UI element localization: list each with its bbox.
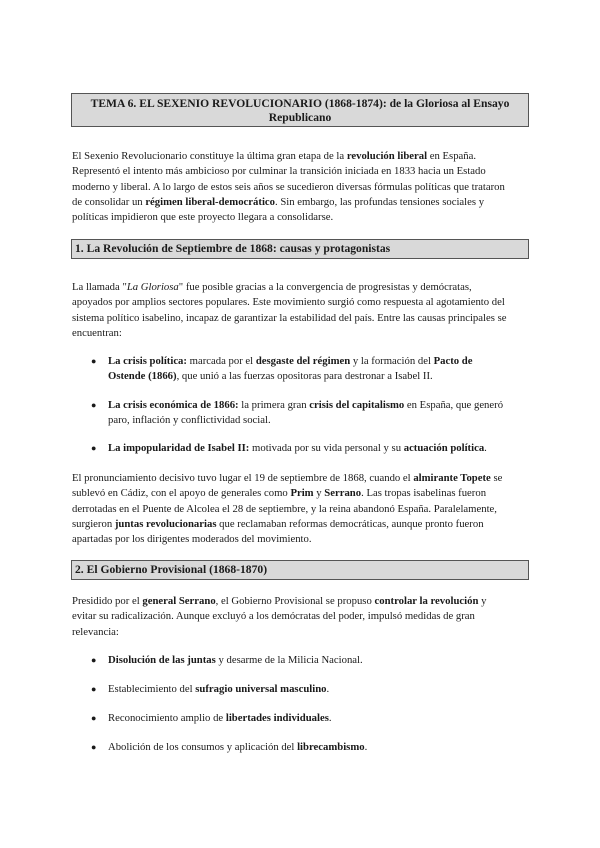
text: . bbox=[484, 442, 487, 454]
text: . bbox=[328, 712, 332, 724]
text-bold: Prim bbox=[290, 487, 314, 500]
text-bold: Ostende (1866) bbox=[108, 370, 177, 383]
section-1-paragraph-1 bbox=[72, 280, 527, 341]
section-1-heading: 1. La Revolución de Septiembre de 1868: causas y protagonistas bbox=[71, 239, 529, 259]
bullet-icon: ● bbox=[91, 684, 97, 694]
text-bold: general Serrano bbox=[142, 595, 216, 607]
text: " fue posible gracias a la convergencia de progresistas y demócratas, bbox=[178, 281, 472, 293]
intro-paragraph bbox=[72, 149, 527, 225]
text: . bbox=[364, 741, 368, 753]
text: que reclamaban reformas democráticas, aunque pronto fueron bbox=[216, 517, 484, 530]
text-bold: La impopularidad de Isabel II: bbox=[108, 442, 250, 454]
title-box bbox=[71, 93, 529, 127]
text: Establecimiento del bbox=[108, 683, 196, 695]
text: apoyados por amplios sectores populares. Este movimiento surgió como respuesta al agotamiento del bbox=[72, 296, 505, 309]
text: en España. bbox=[427, 150, 477, 162]
text: Abolición de los consumos y aplicación del bbox=[108, 741, 298, 753]
text-bold: almirante Topete bbox=[413, 472, 491, 484]
text: Representó el intento más ambicioso por culminar la transición iniciada en 1833 hacia un Estado bbox=[72, 165, 486, 178]
text: políticas impidieron que este proyecto llegara a consolidarse. bbox=[72, 211, 334, 224]
text: La llamada " bbox=[72, 281, 127, 293]
bullet-icon: ● bbox=[91, 443, 97, 453]
text: surgieron bbox=[72, 517, 115, 530]
text: Reconocimiento amplio de bbox=[108, 712, 226, 724]
text: de consolidar un bbox=[72, 195, 146, 208]
text: encuentran: bbox=[72, 326, 122, 339]
text: sistema político isabelino, incapaz de garantizar la estabilidad del país. Entre las causas principales se bbox=[72, 311, 507, 324]
text: moderno y liberal. A lo largo de estos seis años se sucedieron diversas fórmulas políticas que trataron bbox=[72, 180, 505, 193]
text-bold: controlar la revolución bbox=[374, 595, 479, 607]
text: marcada por el bbox=[186, 355, 256, 367]
text-bold: actuación política bbox=[403, 442, 485, 454]
bullet-icon: ● bbox=[91, 742, 97, 752]
text: y bbox=[313, 487, 325, 500]
title-line-1: TEMA 6. EL SEXENIO REVOLUCIONARIO (1868-1874): de la Gloriosa al Ensayo bbox=[90, 97, 510, 110]
text: se bbox=[490, 472, 503, 484]
title-line-2: Republicano bbox=[268, 111, 332, 124]
text: la primera gran bbox=[238, 399, 310, 411]
text: en España, que generó bbox=[404, 399, 504, 411]
bullet-icon: ● bbox=[91, 713, 97, 723]
text: y desarme de la Milicia Nacional. bbox=[215, 654, 363, 666]
text-bold: librecambismo bbox=[297, 741, 365, 753]
text-bold: libertades individuales bbox=[225, 712, 329, 724]
text-bold: régimen liberal-democrático bbox=[145, 195, 275, 208]
text: relevancia: bbox=[72, 625, 119, 638]
section-2-heading: 2. El Gobierno Provisional (1868-1870) bbox=[71, 560, 529, 580]
section-2-paragraph bbox=[72, 594, 527, 640]
text: El pronunciamiento decisivo tuvo lugar el 19 de septiembre de 1868, cuando el bbox=[72, 472, 414, 484]
text-bold: juntas revolucionarias bbox=[114, 517, 217, 530]
text-bold: desgaste del régimen bbox=[255, 355, 351, 367]
text: Presidido por el bbox=[72, 595, 143, 607]
text-bold: Disolución de las juntas bbox=[108, 654, 216, 666]
text: sublevó en Cádiz, con el apoyo de generales como bbox=[72, 487, 291, 500]
text: y bbox=[478, 595, 487, 607]
text-bold: La crisis económica de 1866: bbox=[108, 399, 239, 411]
text: . Las tropas isabelinas fueron bbox=[361, 487, 487, 500]
text-bold: Serrano bbox=[324, 487, 362, 500]
text-bold: sufragio universal masculino bbox=[195, 683, 327, 695]
text-italic: La Gloriosa bbox=[126, 281, 179, 293]
text: derrotadas en el Puente de Alcolea el 28 de septiembre, y la reina abandonó España. Paralelamente, bbox=[72, 502, 497, 515]
text-bold: crisis del capitalismo bbox=[309, 399, 405, 411]
bullet-icon: ● bbox=[91, 655, 97, 665]
text: motivada por su vida personal y su bbox=[249, 442, 404, 454]
text-bold: La crisis política: bbox=[108, 355, 187, 367]
text: apartadas por los dirigentes moderados del movimiento. bbox=[72, 533, 312, 546]
text-bold: revolución liberal bbox=[346, 150, 428, 162]
text: . Sin embargo, las profundas tensiones sociales y bbox=[275, 195, 485, 208]
text: El Sexenio Revolucionario constituye la última gran etapa de la bbox=[72, 150, 347, 162]
section-1-paragraph-2 bbox=[72, 471, 527, 547]
text: paro, inflación y conflictividad social. bbox=[108, 414, 271, 427]
text: , el Gobierno Provisional se propuso bbox=[215, 595, 375, 607]
text: . bbox=[326, 683, 330, 695]
bullet-icon: ● bbox=[91, 356, 97, 366]
text-bold: Pacto de bbox=[433, 355, 473, 367]
text: y la formación del bbox=[350, 355, 434, 367]
text: , que unió a las fuerzas opositoras para destronar a Isabel II. bbox=[176, 370, 433, 383]
bullet-icon: ● bbox=[91, 400, 97, 410]
text: evitar su radicalización. Aunque excluyó a los demócratas del poder, impulsó medidas de gran bbox=[72, 610, 475, 623]
